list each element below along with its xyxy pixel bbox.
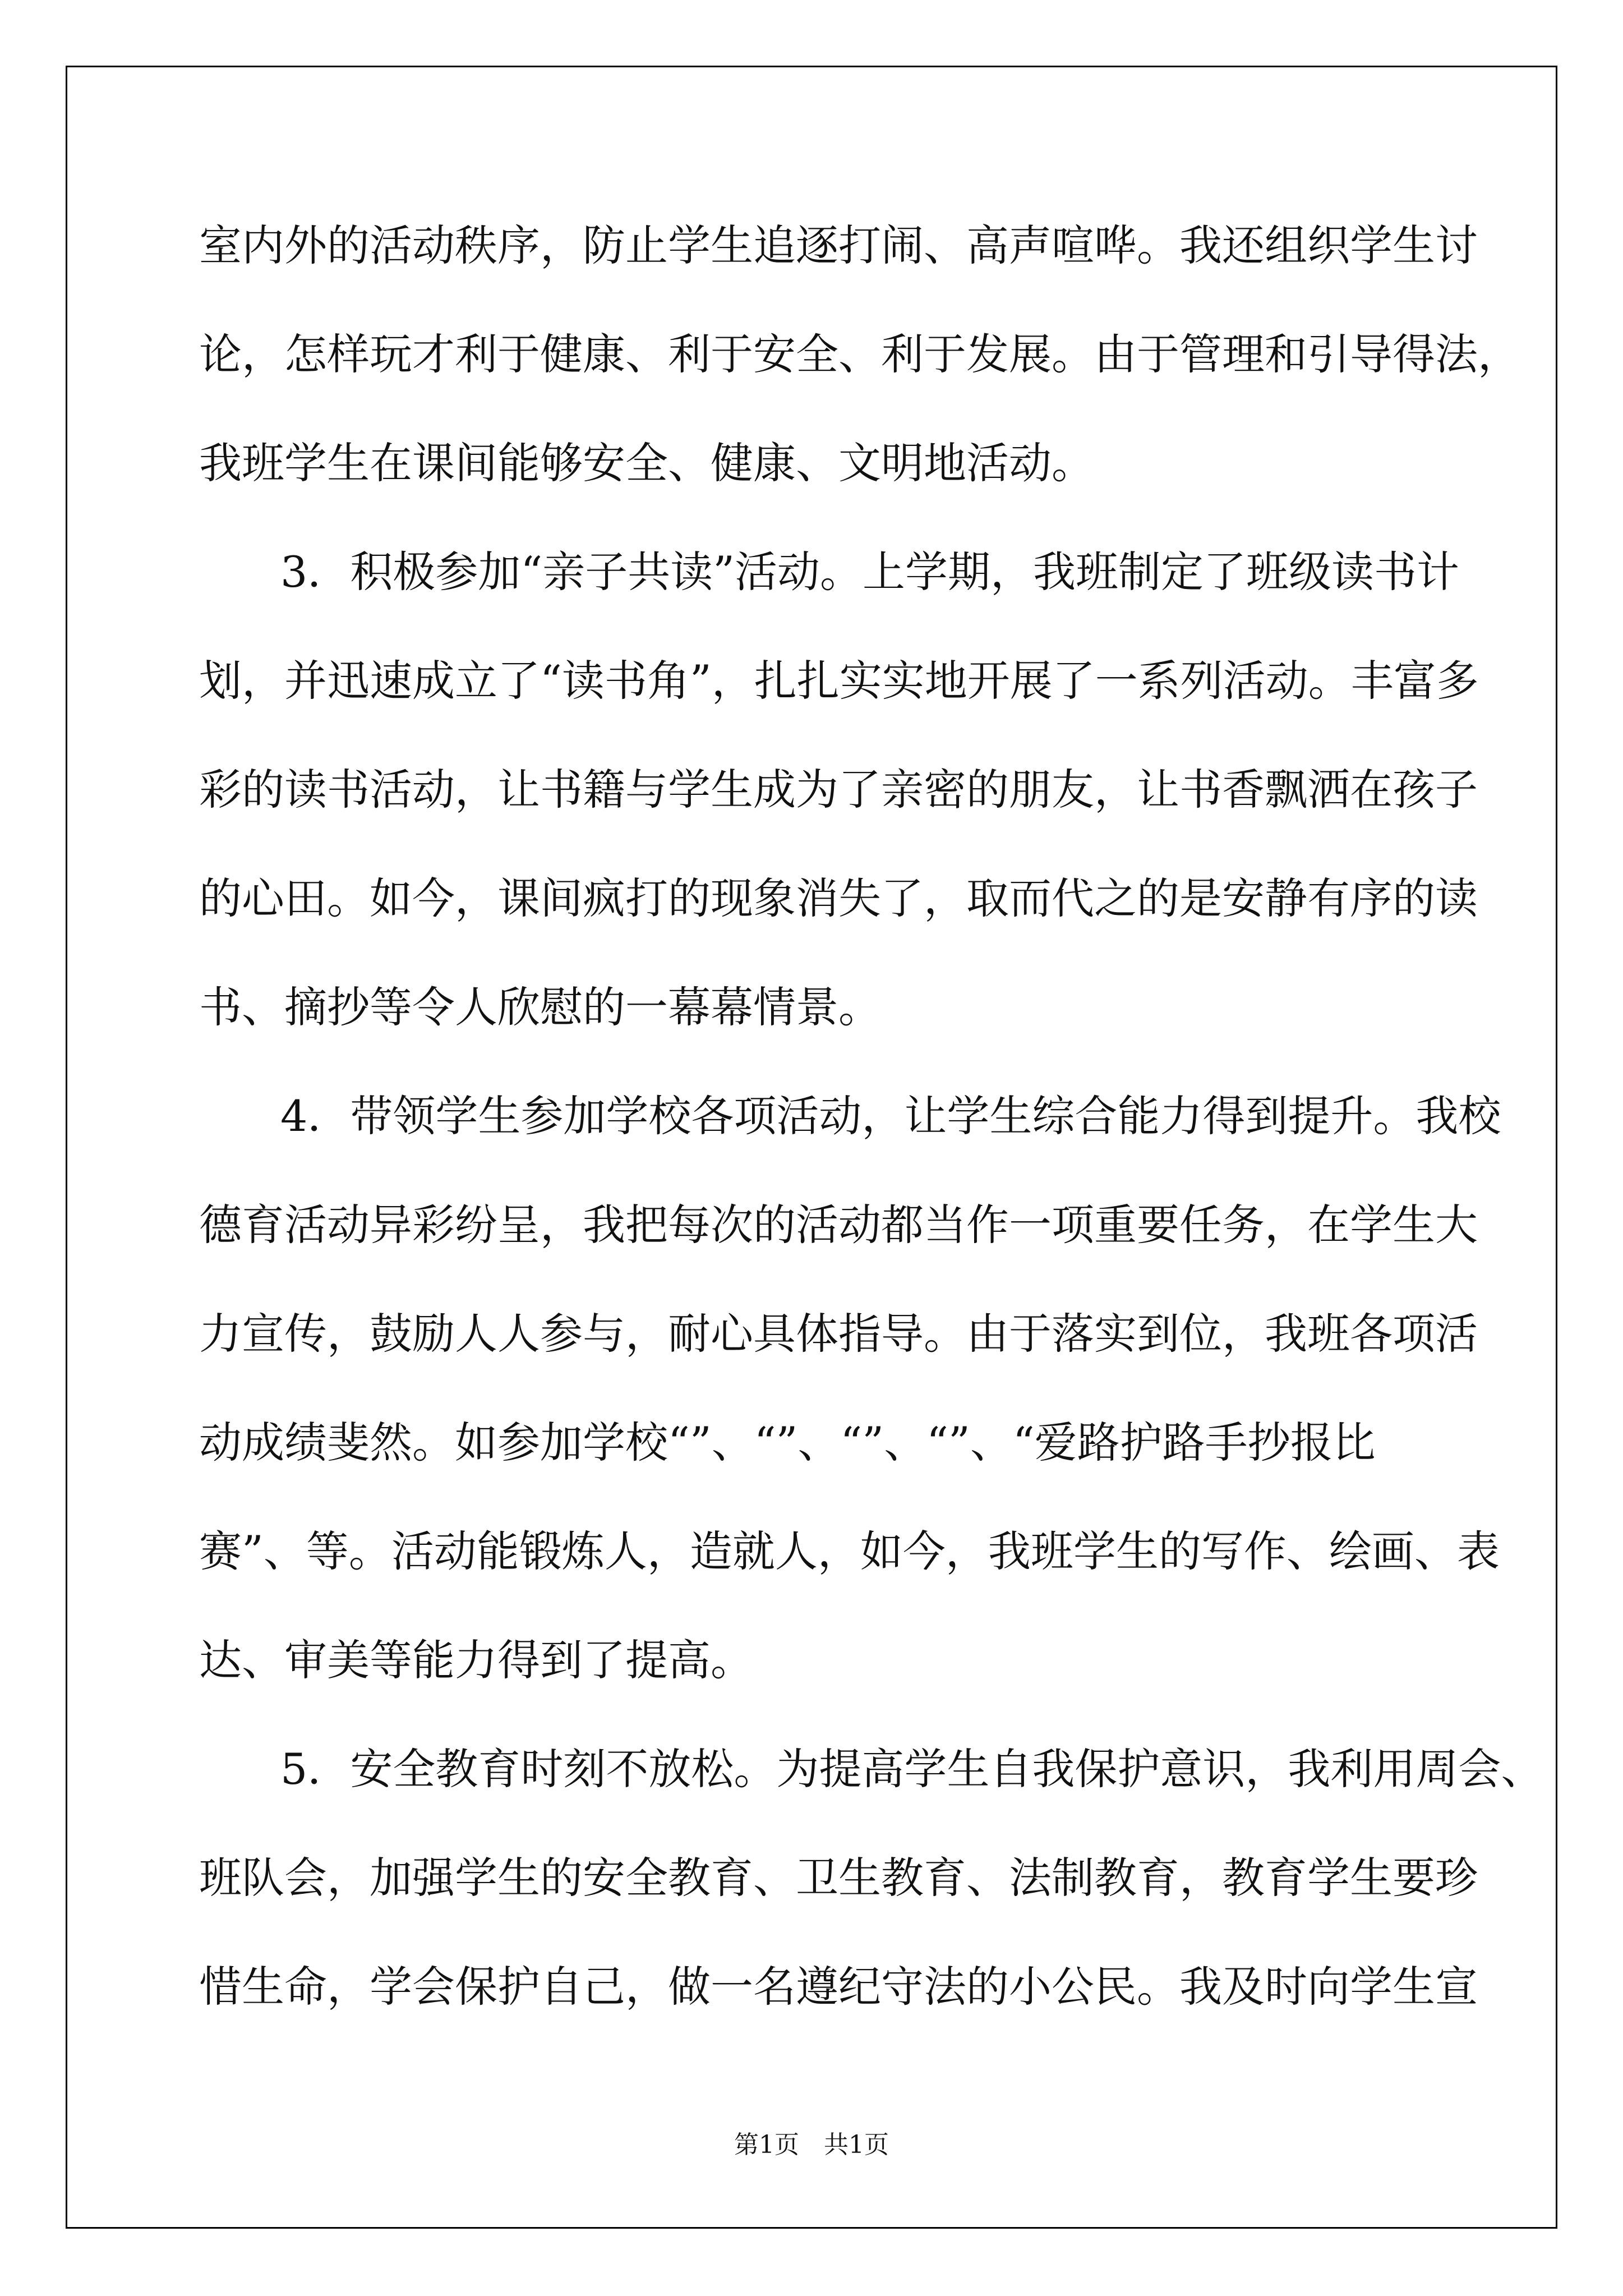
- text-line: 德育活动异彩纷呈，我把每次的活动都当作一项重要任务，在学生大: [199, 1200, 1478, 1250]
- page-border: [66, 66, 1557, 2229]
- text-line: 论，怎样玩才利于健康、利于安全、利于发展。由于管理和引导得法，: [199, 329, 1520, 379]
- text-line: 赛”、等。活动能锻炼人，造就人，如今，我班学生的写作、绘画、表: [199, 1526, 1500, 1576]
- text-line: 班队会，加强学生的安全教育、卫生教育、法制教育，教育学生要珍: [199, 1853, 1478, 1903]
- text-line: 室内外的活动秩序，防止学生追逐打闹、高声喧哗。我还组织学生讨: [199, 220, 1478, 270]
- text-line: 动成绩斐然。如参加学校“”、“”、“”、“”、“爱路护路手抄报比: [199, 1418, 1376, 1467]
- text-line: 3．积极参加“亲子共读”活动。上学期，我班制定了班级读书计: [280, 547, 1460, 597]
- text-line: 我班学生在课间能够安全、健康、文明地活动。: [199, 438, 1094, 488]
- text-line: 力宣传，鼓励人人参与，耐心具体指导。由于落实到位，我班各项活: [199, 1309, 1478, 1359]
- text-line: 惜生命，学会保护自己，做一名遵纪守法的小公民。我及时向学生宣: [199, 1962, 1478, 2012]
- text-line: 划，并迅速成立了“读书角”，扎扎实实地开展了一系列活动。丰富多: [199, 656, 1479, 706]
- text-line: 4．带领学生参加学校各项活动，让学生综合能力得到提升。我校: [280, 1091, 1501, 1141]
- text-line: 书、摘抄等令人欣慰的一幕幕情景。: [199, 982, 881, 1032]
- text-line: 达、审美等能力得到了提高。: [199, 1635, 753, 1685]
- text-line: 5．安全教育时刻不放松。为提高学生自我保护意识，我利用周会、: [280, 1744, 1544, 1794]
- page-number: 第1页 共1页: [734, 2131, 889, 2159]
- text-line: 的心田。如今，课间疯打的现象消失了，取而代之的是安静有序的读: [199, 873, 1478, 923]
- text-line: 彩的读书活动，让书籍与学生成为了亲密的朋友，让书香飘洒在孩子: [199, 765, 1478, 815]
